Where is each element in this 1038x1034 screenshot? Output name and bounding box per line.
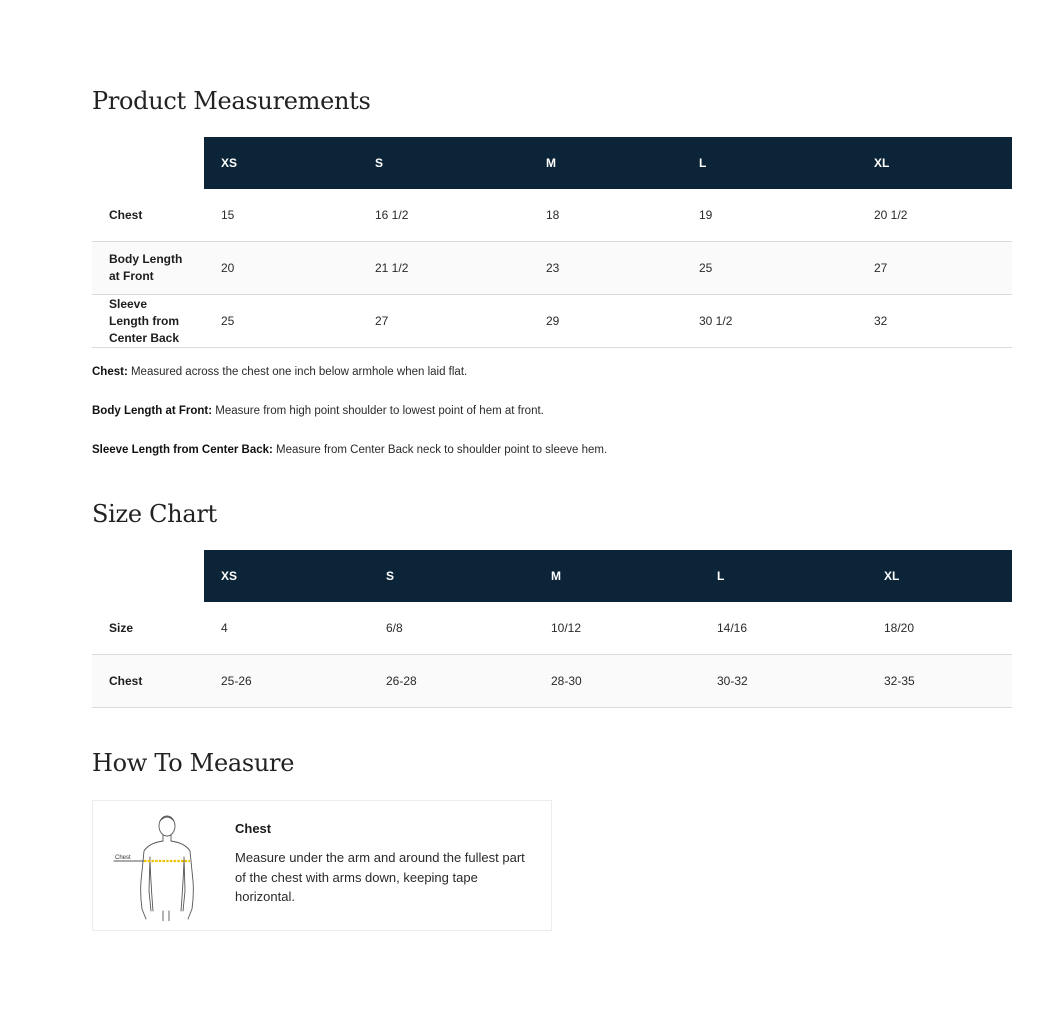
table-row — [92, 242, 1012, 295]
table-cell: 4 — [204, 602, 369, 655]
table-cell: 16 1/2 — [358, 189, 529, 242]
column-header-m: M — [534, 550, 700, 602]
measurement-notes — [92, 364, 1012, 481]
table-cell: 20 — [204, 242, 358, 295]
row-label — [92, 242, 204, 295]
product-measurements-table-wrap — [92, 137, 1012, 348]
table-cell: 15 — [204, 189, 358, 242]
note-term: Body Length at Front: — [92, 405, 213, 417]
header-corner — [92, 550, 204, 602]
note-sleeve-length — [92, 442, 1012, 458]
column-header-l: L — [682, 137, 857, 189]
table-cell: 19 — [682, 189, 857, 242]
table-cell: 10/12 — [534, 602, 700, 655]
row-label: Size — [92, 602, 204, 655]
table-cell: 32-35 — [867, 655, 1012, 708]
measure-card-chest — [92, 800, 552, 931]
table-header-row — [92, 550, 1012, 602]
table-cell: 6/8 — [369, 602, 534, 655]
column-header-xs: XS — [204, 137, 358, 189]
card-title: Chest — [235, 821, 272, 836]
size-chart-table-wrap — [92, 550, 1012, 708]
note-text: Measure from Center Back neck to shoulder point to sleeve hem. — [272, 444, 608, 456]
table-cell: 14/16 — [700, 602, 867, 655]
table-header-row — [92, 137, 1012, 189]
table-cell: 20 1/2 — [857, 189, 1012, 242]
table-cell: 25 — [682, 242, 857, 295]
product-measurements-table — [92, 137, 1012, 348]
note-body-length — [92, 403, 1012, 419]
figure-label: Chest — [115, 855, 131, 861]
table-row — [92, 189, 1012, 242]
table-cell: 30-32 — [700, 655, 867, 708]
row-label-text: Sleeve Length from Center Back — [109, 296, 180, 345]
row-label: Chest — [92, 655, 204, 708]
header-corner — [92, 137, 204, 189]
table-cell: 18/20 — [867, 602, 1012, 655]
product-measurements-title: Product Measurements — [92, 87, 371, 115]
card-description: Measure under the arm and around the fullest part of the chest with arms down, keeping tape horizontal. — [235, 850, 525, 904]
table-cell: 28-30 — [534, 655, 700, 708]
table-cell: 23 — [529, 242, 682, 295]
table-row — [92, 602, 1012, 655]
note-term: Chest: — [92, 366, 128, 378]
table-row — [92, 295, 1012, 348]
size-chart-table — [92, 550, 1012, 708]
table-cell: 27 — [857, 242, 1012, 295]
table-cell: 21 1/2 — [358, 242, 529, 295]
column-header-xs: XS — [204, 550, 369, 602]
card-text — [235, 821, 535, 907]
column-header-s: S — [369, 550, 534, 602]
table-cell: 27 — [358, 295, 529, 348]
note-term: Sleeve Length from Center Back: — [92, 444, 273, 456]
how-to-measure-section — [92, 748, 1012, 778]
size-chart-section — [92, 499, 1012, 529]
row-label — [92, 295, 204, 348]
size-chart-title: Size Chart — [92, 500, 217, 528]
table-row — [92, 655, 1012, 708]
column-header-l: L — [700, 550, 867, 602]
how-to-measure-title: How To Measure — [92, 749, 295, 777]
column-header-xl: XL — [857, 137, 1012, 189]
column-header-m: M — [529, 137, 682, 189]
table-cell: 30 1/2 — [682, 295, 857, 348]
table-cell: 26-28 — [369, 655, 534, 708]
table-cell: 32 — [857, 295, 1012, 348]
row-label: Chest — [92, 189, 204, 242]
note-text: Measure from high point shoulder to lowest point of hem at front. — [212, 405, 544, 417]
note-text: Measured across the chest one inch below armhole when laid flat. — [127, 366, 468, 378]
table-cell: 18 — [529, 189, 682, 242]
note-chest — [92, 364, 1012, 380]
body-figure-icon — [111, 811, 201, 921]
table-cell: 25 — [204, 295, 358, 348]
table-cell: 29 — [529, 295, 682, 348]
column-header-s: S — [358, 137, 529, 189]
column-header-xl: XL — [867, 550, 1012, 602]
product-measurements-section — [92, 86, 1012, 116]
row-label-text: Body Length at Front — [109, 252, 183, 283]
table-cell: 25-26 — [204, 655, 369, 708]
